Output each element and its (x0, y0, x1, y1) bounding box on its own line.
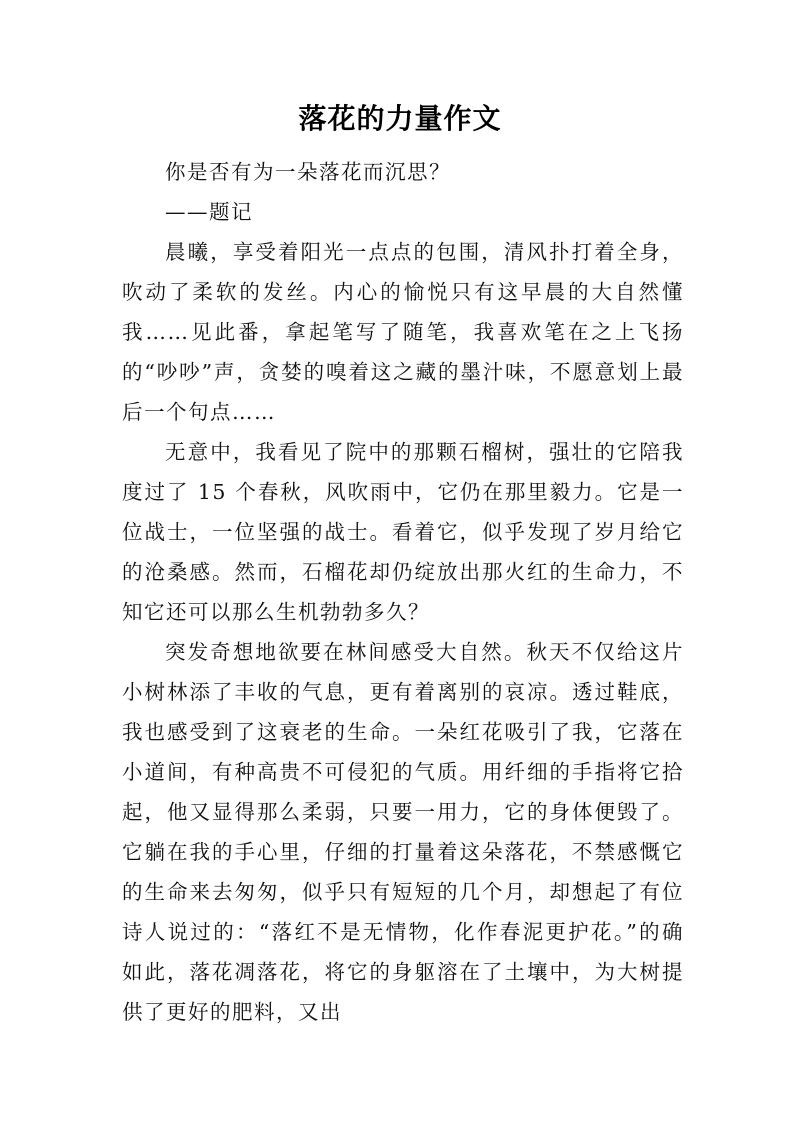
document-body (122, 152, 684, 1032)
paragraph-epigraph: ——题记 (165, 200, 254, 224)
document-title: 落花的力量作文 (298, 102, 502, 135)
paragraph-question: 你是否有为一朵落花而沉思？ (165, 160, 452, 184)
paragraph-fallen-flower: 突发奇想地欲要在林间感受大自然。秋天不仅给这片小树林添了丰收的气息，更有着离别的哀凉。透过鞋底，我也感受到了这衰老的生命。一朵红花吸引了我，它落在小道间，有种高贵不可侵犯的气质。用纤细的手指将它拾起，他又显得那么柔弱，只要一用力，它的身体便毁了。它躺在我的手心里，仔细的打量着这朵落花，不禁感慨它的生命来去匆匆，似乎只有短短的几个月，却想起了有位诗人说过的：“落红不是无情物，化作春泥更护花。”的确如此，落花凋落花，将它的身躯溶在了土壤中，为大树提供了更好的肥料，又出 (122, 640, 684, 1024)
paragraph-pomegranate: 无意中，我看见了院中的那颗石榴树，强壮的它陪我度过了 15 个春秋，风吹雨中，它仍在那里毅力。它是一位战士，一位坚强的战士。看着它，似乎发现了岁月给它的沧桑感。然而，石榴花却仍绽放出那火红的生命力，不知它还可以那么生机勃勃多久？ (122, 440, 684, 624)
paragraph-morning: 晨曦，享受着阳光一点点的包围，清风扑打着全身，吹动了柔软的发丝。内心的愉悦只有这早晨的大自然懂我……见此番，拿起笔写了随笔，我喜欢笔在之上飞扬的“吵吵”声，贪婪的嗅着这之藏的墨汁味，不愿意划上最后一个句点…… (122, 240, 684, 424)
